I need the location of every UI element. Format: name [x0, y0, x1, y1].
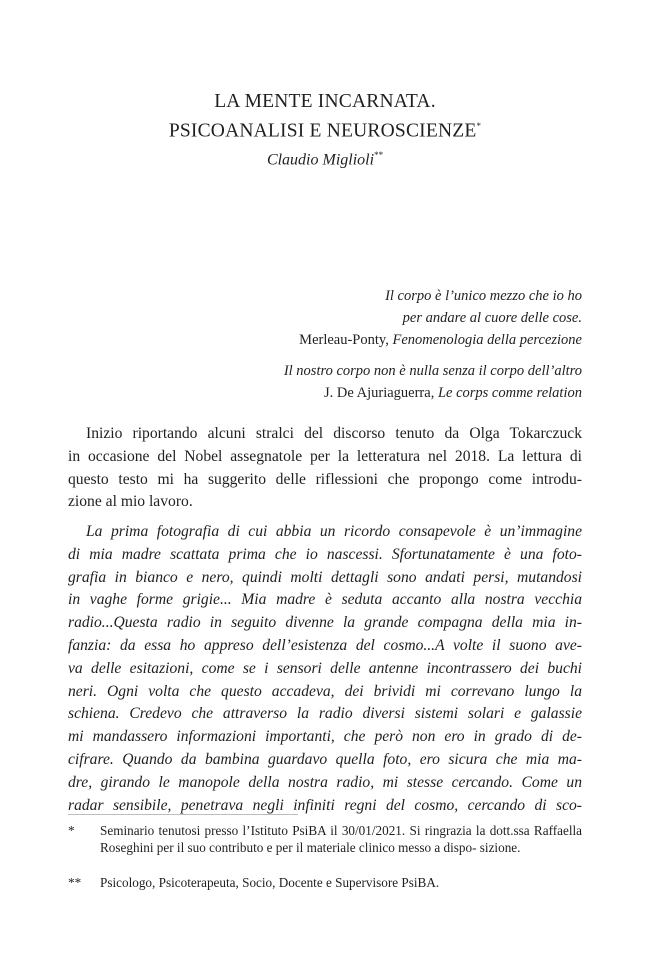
quote-line-1: La prima fotografia di cui abbia un ricordo consapevole è un’immagine [86, 523, 582, 540]
epigraph-2 [284, 360, 582, 404]
quote-line-8: neri. Ogni volta che questo accadeva, dei brividi mi correvano lungo la [68, 682, 582, 700]
quote-line-6: fanzia: da essa ho appreso dell’esistenza del cosmo...A volte il suono ave- [68, 636, 582, 654]
article-title-line-2-text: PSICOANALISI E NEUROSCIENZE [168, 120, 477, 142]
intro-line-4: zione al mio lavoro. [68, 493, 193, 511]
quote-line-4: in vaghe forme grigie... Mia madre è seduta accanto alla nostra vecchia [68, 591, 582, 609]
epigraph-1-quote-line-2: per andare al cuore delle cose. [402, 310, 582, 326]
epigraph-2-attribution [284, 382, 582, 404]
author-footnote-mark: ** [374, 150, 384, 160]
footnote-2-text: Psicologo, Psicoterapeuta, Socio, Docente e Supervisore PsiBA. [100, 875, 440, 890]
quote-line-5: radio...Questa radio in seguito divenne la grande compagna della mia in- [68, 614, 582, 632]
epigraph-1-author: Merleau-Ponty, [299, 332, 393, 348]
epigraph-1 [299, 285, 582, 351]
footnote-separator [68, 814, 298, 815]
intro-line-2: in occasione del Nobel assegnatole per la letteratura nel 2018. La lettura di [68, 447, 582, 465]
epigraph-1-work: Fenomenologia della percezione [392, 332, 582, 348]
epigraph-1-attribution [299, 329, 582, 351]
quote-line-10: mi mandassero informazioni importanti, che però non ero in grado di de- [68, 728, 582, 746]
epigraph-2-work: Le corps comme relation [437, 385, 582, 401]
article-title-line-2 [0, 114, 650, 144]
quote-line-13: radar sensibile, penetrava negli infiniti regni del cosmo, cercando di sco- [68, 796, 582, 814]
author-line [0, 150, 650, 169]
quote-line-2: di mia madre scattata prima che io nascessi. Sfortunatamente è una foto- [68, 545, 582, 563]
footnote-1-text: Seminario tenutosi presso l’Istituto PsiBA il 30/01/2021. Si ringrazia la dott.ssa Raffaella Roseghini per il suo contributo e per il materiale clinico messo a dispo- sizione. [100, 823, 582, 855]
quote-line-11: cifrare. Quando da bambina guardavo quella foto, ero sicura che mia ma- [68, 750, 582, 768]
footnote-2-mark: ** [68, 875, 82, 890]
footnote-1-mark: * [68, 823, 75, 838]
quote-line-9: schiena. Credevo che attraverso la radio diversi sistemi solari e galassie [68, 705, 582, 723]
epigraph-1-quote-line-1: Il corpo è l’unico mezzo che io ho [385, 288, 582, 304]
epigraph-2-author: J. De Ajuriaguerra, [324, 385, 438, 401]
quote-paragraph [68, 521, 582, 817]
intro-line-3: questo testo mi ha suggerito delle riflessioni che propongo come introdu- [68, 470, 582, 488]
epigraph-2-quote-line-1: Il nostro corpo non è nulla senza il corpo dell’altro [283, 363, 582, 379]
intro-line-1: Inizio riportando alcuni stralci del discorso tenuto da Olga Tokarczuck [86, 425, 582, 442]
quote-line-3: grafia in bianco e nero, quindi molti dettagli sono andati persi, mutandosi [68, 568, 582, 586]
intro-paragraph [68, 423, 582, 514]
title-footnote-mark: * [476, 121, 482, 131]
article-title-line-1: LA MENTE INCARNATA. [214, 91, 436, 112]
footnote-2 [68, 874, 582, 891]
quote-line-12: dre, girando le manopole della nostra radio, mi stesse cercando. Come un [68, 773, 582, 791]
quote-line-7: va delle esitazioni, come se i sensori delle antenne incontrassero dei buchi [68, 659, 582, 677]
author-name: Claudio Miglioli [266, 151, 375, 169]
footnote-1 [68, 822, 582, 856]
